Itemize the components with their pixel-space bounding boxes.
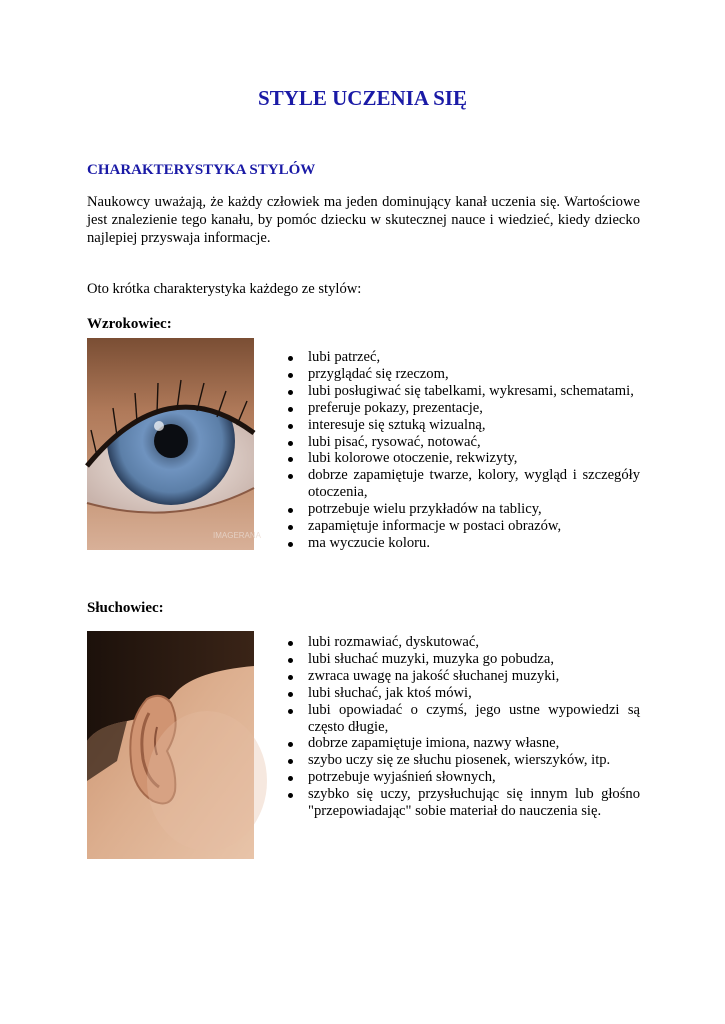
trait-list-item: interesuje się sztuką wizualną, xyxy=(286,417,640,434)
lead-paragraph: Oto krótka charakterystyka każdego ze stylów: xyxy=(87,281,362,297)
trait-list-item: preferuje pokazy, prezentacje, xyxy=(286,400,640,417)
eye-photo xyxy=(87,338,262,550)
trait-list-item: szybo uczy się ze słuchu piosenek, wierszyków, itp. xyxy=(286,752,640,769)
trait-list-item: lubi kolorowe otoczenie, rekwizyty, xyxy=(286,450,640,467)
photo-watermark: IMAGERANA xyxy=(213,531,262,540)
intro-paragraph: Naukowcy uważają, że każdy człowiek ma jeden dominujący kanał uczenia się. Wartościowe jest znalezienie tego kanału, by pomóc dziecku w skutecznej nauce i wiedzieć, kiedy dziecko najlepiej przyswaja informacje. xyxy=(87,194,640,246)
section-heading: CHARAKTERYSTYKA STYLÓW xyxy=(87,162,316,178)
trait-list-item: dobrze zapamiętuje imiona, nazwy własne, xyxy=(286,735,640,752)
ear-photo xyxy=(87,631,254,859)
trait-list-item: dobrze zapamiętuje twarze, kolory, wygląd i szczegóły otoczenia, xyxy=(286,467,640,501)
auditory-learner-label: Słuchowiec: xyxy=(87,600,164,616)
trait-list-item: lubi słuchać muzyki, muzyka go pobudza, xyxy=(286,651,640,668)
document-title: STYLE UCZENIA SIĘ xyxy=(258,86,467,110)
trait-list-item: lubi pisać, rysować, notować, xyxy=(286,434,640,451)
visual-traits-list xyxy=(286,349,640,552)
trait-list-item: lubi opowiadać o czymś, jego ustne wypowiedzi są często długie, xyxy=(286,702,640,736)
trait-list-item: potrzebuje wielu przykładów na tablicy, xyxy=(286,501,640,518)
trait-list-item: zapamiętuje informacje w postaci obrazów, xyxy=(286,518,640,535)
trait-list-item: lubi posługiwać się tabelkami, wykresami, schematami, xyxy=(286,383,640,400)
trait-list-item: lubi słuchać, jak ktoś mówi, xyxy=(286,685,640,702)
trait-list-item: zwraca uwagę na jakość słuchanej muzyki, xyxy=(286,668,640,685)
visual-learner-label: Wzrokowiec: xyxy=(87,316,172,332)
trait-list-item: lubi rozmawiać, dyskutować, xyxy=(286,634,640,651)
auditory-traits-list xyxy=(286,634,640,820)
trait-list-item: lubi patrzeć, xyxy=(286,349,640,366)
trait-list-item: potrzebuje wyjaśnień słownych, xyxy=(286,769,640,786)
trait-list-item: szybko się uczy, przysłuchując się innym lub głośno "przepowiadając" sobie materiał do nauczenia się. xyxy=(286,786,640,820)
trait-list-item: ma wyczucie koloru. xyxy=(286,535,640,552)
trait-list-item: przyglądać się rzeczom, xyxy=(286,366,640,383)
